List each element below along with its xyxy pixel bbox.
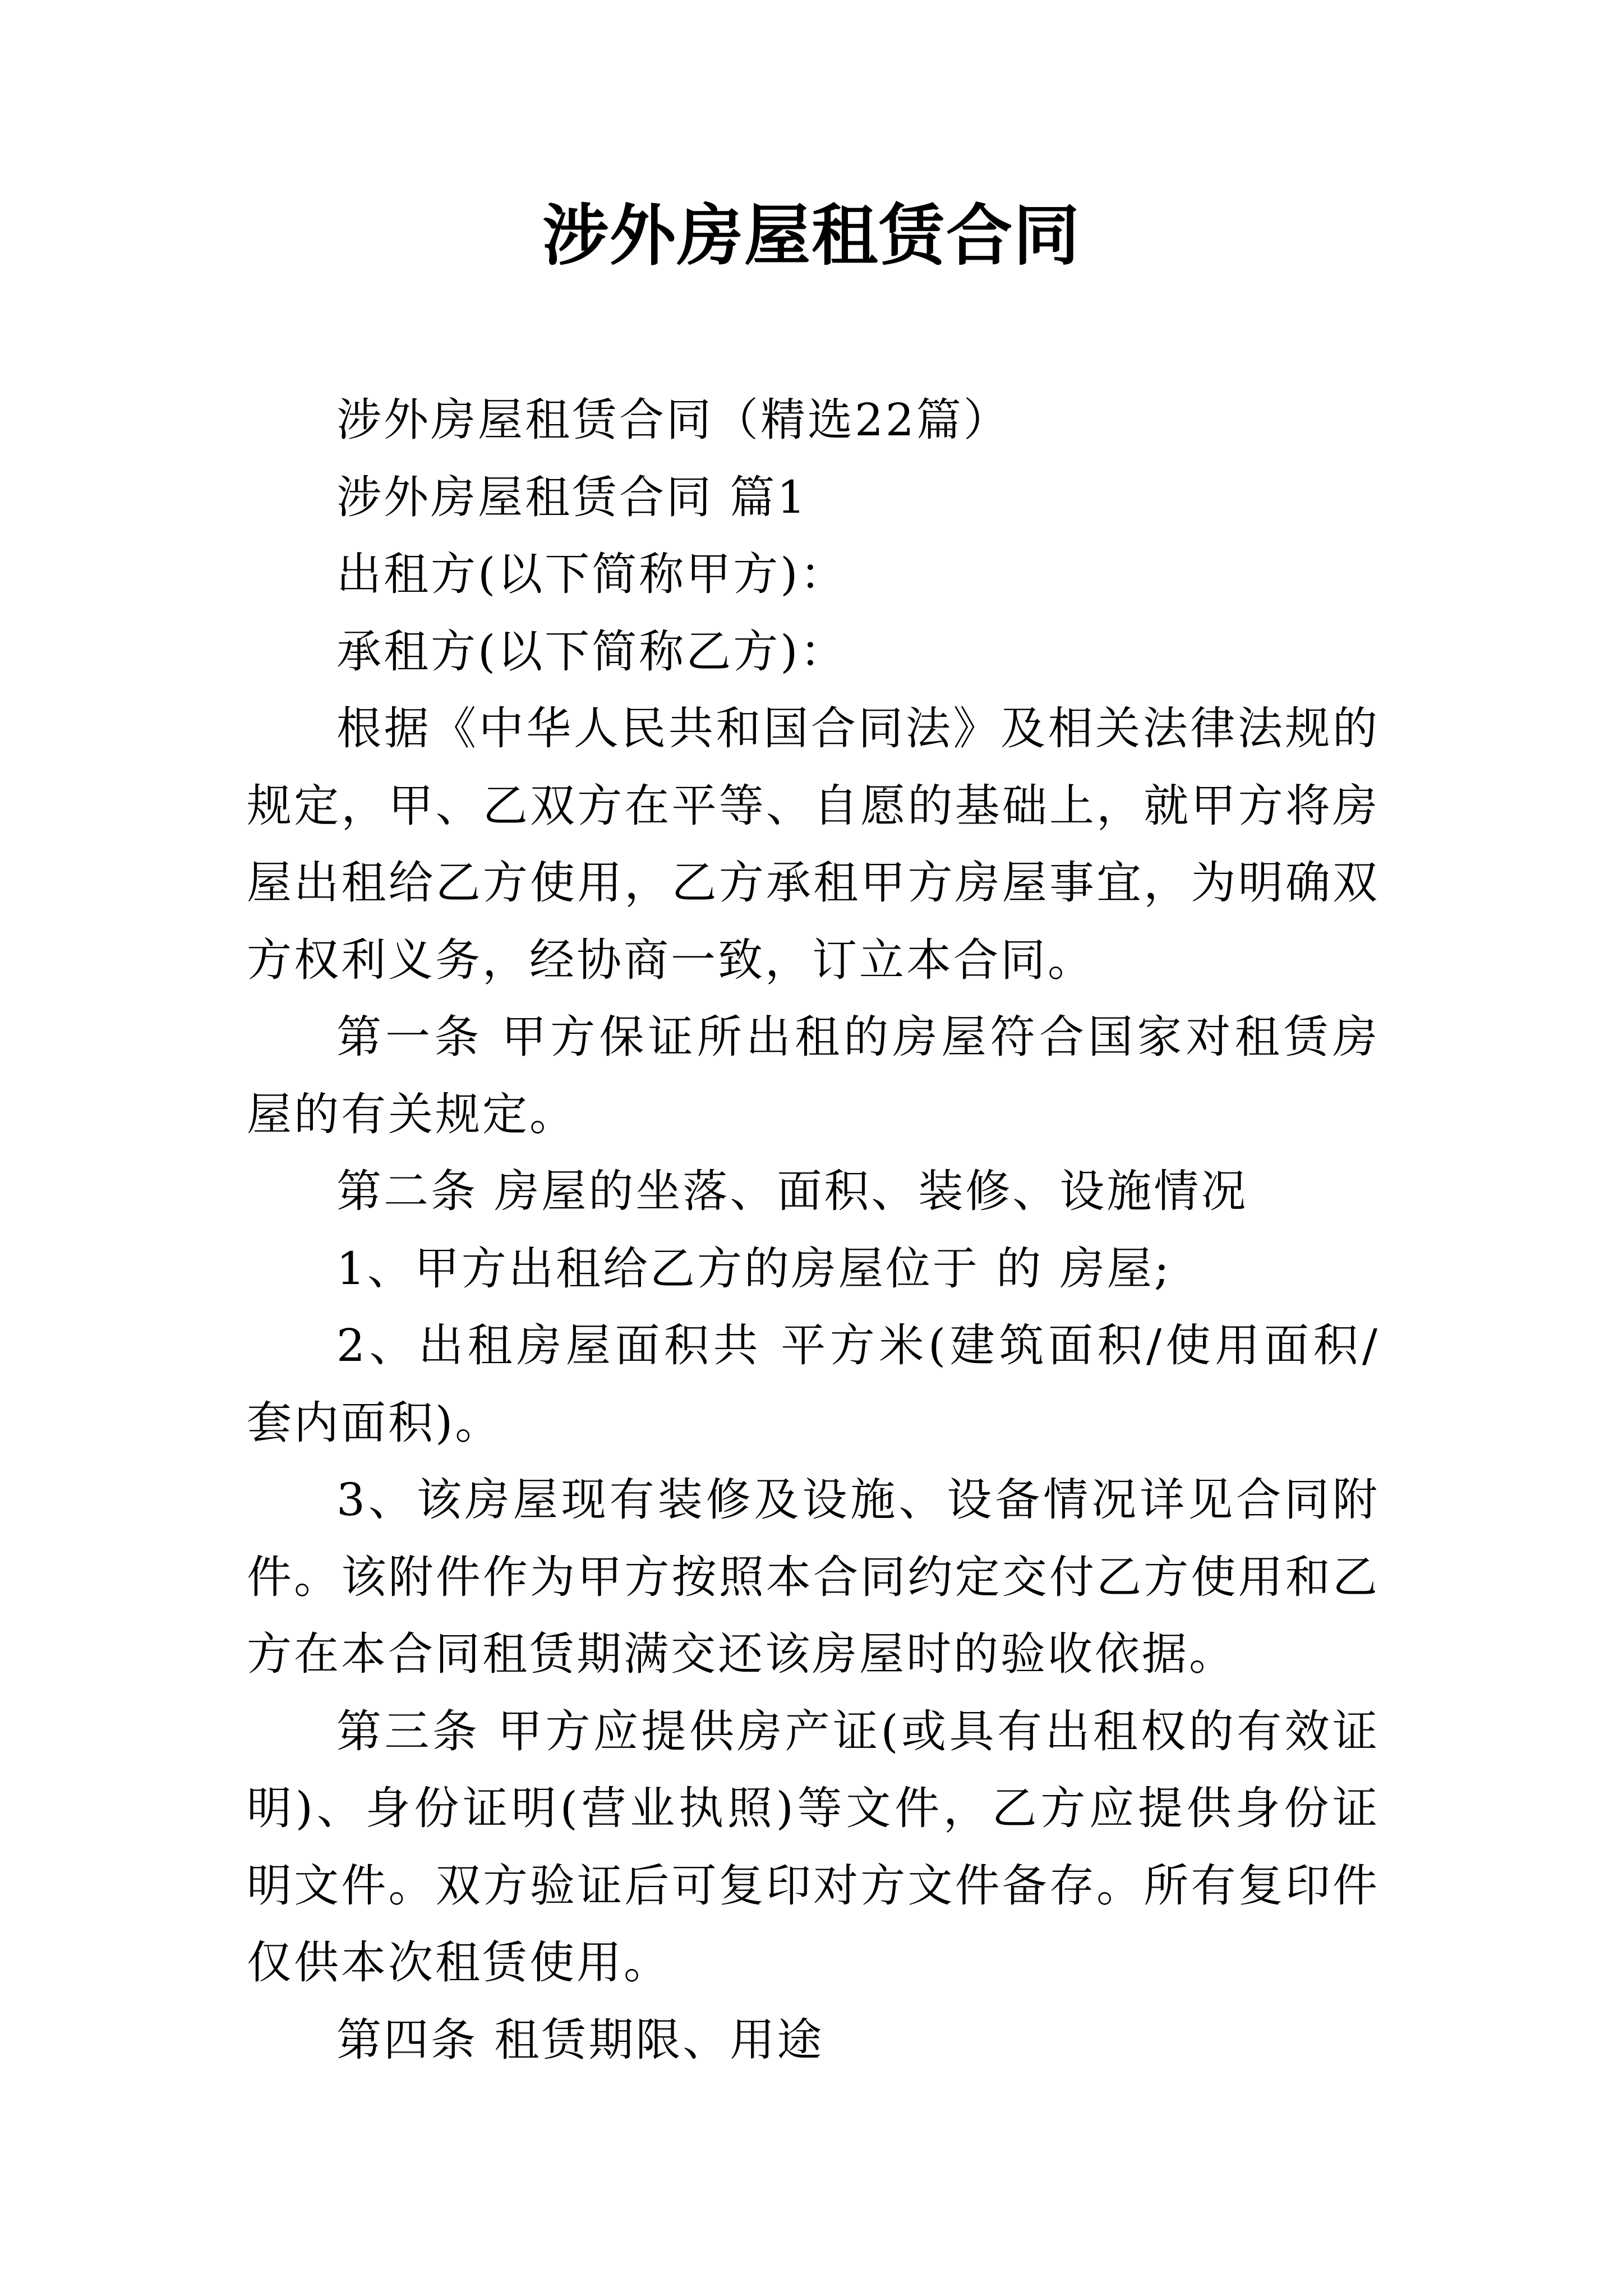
paragraph-lessor: 出租方(以下简称甲方)： [336,548,847,600]
paragraph-article-2-item-2: 2、出租房屋面积共 平方米(建筑面积/使用面积/套内面积)。 [247,1319,1380,1449]
paragraph-article-2-item-3: 3、该房屋现有装修及设施、设备情况详见合同附件。该附件作为甲方按照本合同约定交付乙方使用和乙方在本合同租赁期满交还该房屋时的验收依据。 [247,1474,1380,1680]
document-body [247,381,1380,2078]
paragraph-article-3: 第三条 甲方应提供房产证(或具有出租权的有效证明)、身份证明(营业执照)等文件，乙方应提供身份证明文件。双方验证后可复印对方文件备存。所有复印件仅供本次租赁使用。 [247,1705,1380,1989]
paragraph-article-4: 第四条 租赁期限、用途 [336,2013,824,2066]
paragraph-part-heading: 涉外房屋租赁合同 篇1 [336,471,808,523]
paragraph-article-1: 第一条 甲方保证所出租的房屋符合国家对租赁房屋的有关规定。 [247,1011,1380,1140]
paragraph-subtitle: 涉外房屋租赁合同（精选22篇） [336,394,1011,446]
document-title: 涉外房屋租赁合同 [542,196,1081,274]
paragraph-article-2: 第二条 房屋的坐落、面积、装修、设施情况 [336,1165,1248,1217]
paragraph-article-2-item-1: 1、甲方出租给乙方的房屋位于 的 房屋; [336,1242,1172,1295]
paragraph-preamble: 根据《中华人民共和国合同法》及相关法律法规的规定，甲、乙双方在平等、自愿的基础上，就甲方将房屋出租给乙方使用，乙方承租甲方房屋事宜，为明确双方权利义务，经协商一致，订立本合同。 [247,702,1380,986]
paragraph-lessee: 承租方(以下简称乙方)： [336,625,847,678]
